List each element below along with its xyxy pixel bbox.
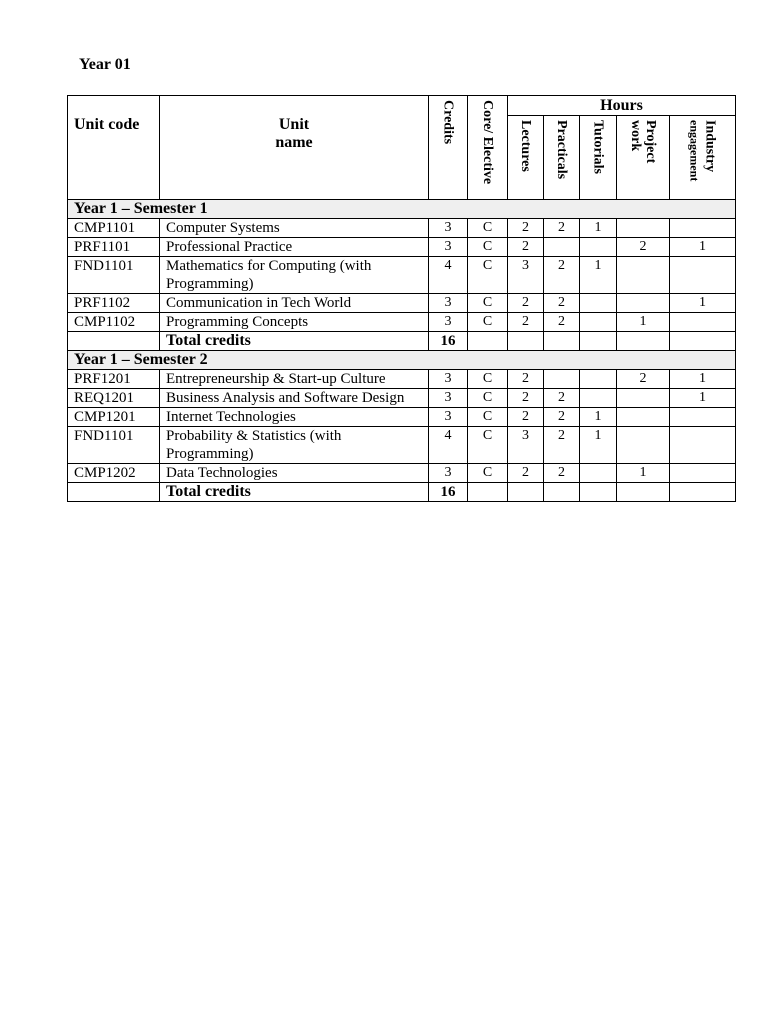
lectures-cell: 3	[508, 427, 544, 464]
tutorials-cell: 1	[580, 427, 617, 464]
practicals-cell: 2	[544, 408, 580, 427]
header-hours: Hours	[508, 96, 736, 116]
practicals-cell: 2	[544, 427, 580, 464]
project-cell	[617, 219, 670, 238]
unit-name: Business Analysis and Software Design	[160, 389, 429, 408]
type-cell: C	[468, 294, 508, 313]
lectures-cell: 2	[508, 294, 544, 313]
header-tutorials-label: Tutorials	[590, 120, 606, 174]
semester-1	[68, 200, 736, 351]
year-title: Year 01	[79, 56, 131, 73]
practicals-cell	[544, 370, 580, 389]
empty-cell	[670, 483, 736, 502]
total-empty-cell	[68, 332, 160, 351]
industry-cell: 1	[670, 389, 736, 408]
empty-cell	[580, 332, 617, 351]
empty-cell	[670, 332, 736, 351]
lectures-cell: 2	[508, 464, 544, 483]
semester-2	[68, 351, 736, 502]
lectures-cell: 2	[508, 219, 544, 238]
credits-cell: 4	[429, 257, 468, 294]
header-core-elective	[468, 96, 508, 200]
industry-cell	[670, 464, 736, 483]
semester-row	[68, 200, 736, 219]
header-credits-label: Credits	[440, 100, 456, 145]
total-row	[68, 332, 736, 351]
practicals-cell: 2	[544, 257, 580, 294]
project-cell	[617, 389, 670, 408]
type-cell: C	[468, 427, 508, 464]
unit-name: Entrepreneurship & Start-up Culture	[160, 370, 429, 389]
table-row	[68, 464, 736, 483]
tutorials-cell	[580, 294, 617, 313]
empty-cell	[617, 332, 670, 351]
unit-name: Programming Concepts	[160, 313, 429, 332]
total-credits-value: 16	[429, 483, 468, 502]
total-empty-cell	[68, 483, 160, 502]
header-tutorials	[580, 116, 617, 200]
industry-cell: 1	[670, 370, 736, 389]
header-project-work	[617, 116, 670, 200]
tutorials-cell	[580, 313, 617, 332]
header-lectures-label: Lectures	[518, 120, 533, 172]
empty-cell	[468, 483, 508, 502]
unit-name: Internet Technologies	[160, 408, 429, 427]
industry-cell	[670, 427, 736, 464]
credits-cell: 3	[429, 238, 468, 257]
lectures-cell: 2	[508, 389, 544, 408]
type-cell: C	[468, 313, 508, 332]
table-row	[68, 370, 736, 389]
tutorials-cell	[580, 464, 617, 483]
table-row	[68, 238, 736, 257]
industry-cell	[670, 408, 736, 427]
practicals-cell: 2	[544, 294, 580, 313]
empty-cell	[468, 332, 508, 351]
credits-cell: 3	[429, 370, 468, 389]
tutorials-cell	[580, 370, 617, 389]
header-row-top	[68, 96, 736, 116]
industry-cell	[670, 219, 736, 238]
type-cell: C	[468, 219, 508, 238]
industry-cell: 1	[670, 238, 736, 257]
practicals-cell: 2	[544, 313, 580, 332]
unit-name: Probability & Statistics (with Programming)	[160, 427, 429, 464]
unit-code: CMP1201	[68, 408, 160, 427]
unit-code: CMP1101	[68, 219, 160, 238]
credits-cell: 3	[429, 219, 468, 238]
semester-title: Year 1 – Semester 2	[68, 351, 736, 370]
project-cell: 2	[617, 238, 670, 257]
unit-name: Professional Practice	[160, 238, 429, 257]
lectures-cell: 2	[508, 313, 544, 332]
table-row	[68, 427, 736, 464]
table-row	[68, 219, 736, 238]
project-cell: 1	[617, 313, 670, 332]
lectures-cell: 2	[508, 370, 544, 389]
project-cell	[617, 257, 670, 294]
tutorials-cell: 1	[580, 219, 617, 238]
table-row	[68, 408, 736, 427]
header-practicals-label: Practicals	[554, 120, 569, 180]
total-credits-value: 16	[429, 332, 468, 351]
project-cell: 1	[617, 464, 670, 483]
total-row	[68, 483, 736, 502]
unit-code: REQ1201	[68, 389, 160, 408]
empty-cell	[544, 483, 580, 502]
project-cell	[617, 294, 670, 313]
industry-cell	[670, 313, 736, 332]
header-unit-name-line2: name	[275, 134, 313, 151]
header-industry-engagement-label: Industry engagement	[687, 120, 718, 182]
lectures-cell: 2	[508, 238, 544, 257]
unit-code: CMP1102	[68, 313, 160, 332]
table-row	[68, 294, 736, 313]
lectures-cell: 3	[508, 257, 544, 294]
practicals-cell	[544, 238, 580, 257]
header-unit-code: Unit code	[68, 96, 160, 200]
unit-code: PRF1102	[68, 294, 160, 313]
credits-cell: 3	[429, 313, 468, 332]
header-lectures	[508, 116, 544, 200]
type-cell: C	[468, 408, 508, 427]
type-cell: C	[468, 370, 508, 389]
table-row	[68, 313, 736, 332]
credits-cell: 3	[429, 408, 468, 427]
tutorials-cell: 1	[580, 257, 617, 294]
tutorials-cell	[580, 238, 617, 257]
credits-cell: 3	[429, 389, 468, 408]
empty-cell	[508, 483, 544, 502]
project-cell: 2	[617, 370, 670, 389]
empty-cell	[617, 483, 670, 502]
type-cell: C	[468, 464, 508, 483]
unit-code: PRF1101	[68, 238, 160, 257]
total-credits-label: Total credits	[160, 332, 429, 351]
unit-name: Computer Systems	[160, 219, 429, 238]
project-cell	[617, 427, 670, 464]
empty-cell	[580, 483, 617, 502]
header-credits	[429, 96, 468, 200]
type-cell: C	[468, 389, 508, 408]
table-row	[68, 389, 736, 408]
semester-row	[68, 351, 736, 370]
credits-cell: 3	[429, 294, 468, 313]
unit-code: PRF1201	[68, 370, 160, 389]
unit-name: Mathematics for Computing (with Programming)	[160, 257, 429, 294]
tutorials-cell: 1	[580, 408, 617, 427]
type-cell: C	[468, 238, 508, 257]
unit-code: FND1101	[68, 427, 160, 464]
empty-cell	[544, 332, 580, 351]
unit-code: CMP1202	[68, 464, 160, 483]
total-credits-label: Total credits	[160, 483, 429, 502]
credits-cell: 4	[429, 427, 468, 464]
practicals-cell: 2	[544, 464, 580, 483]
semester-title: Year 1 – Semester 1	[68, 200, 736, 219]
unit-name: Communication in Tech World	[160, 294, 429, 313]
industry-cell: 1	[670, 294, 736, 313]
lectures-cell: 2	[508, 408, 544, 427]
header-unit-name	[160, 96, 429, 200]
header-industry-engagement	[670, 116, 736, 200]
empty-cell	[508, 332, 544, 351]
curriculum-table	[67, 95, 736, 502]
type-cell: C	[468, 257, 508, 294]
header-project-work-label: Project work	[628, 120, 658, 164]
unit-code: FND1101	[68, 257, 160, 294]
header-unit-name-line1: Unit	[278, 116, 310, 133]
table-row	[68, 257, 736, 294]
tutorials-cell	[580, 389, 617, 408]
practicals-cell: 2	[544, 219, 580, 238]
practicals-cell: 2	[544, 389, 580, 408]
unit-name: Data Technologies	[160, 464, 429, 483]
industry-cell	[670, 257, 736, 294]
project-cell	[617, 408, 670, 427]
header-practicals	[544, 116, 580, 200]
header-core-elective-label: Core/ Elective	[480, 100, 495, 185]
credits-cell: 3	[429, 464, 468, 483]
